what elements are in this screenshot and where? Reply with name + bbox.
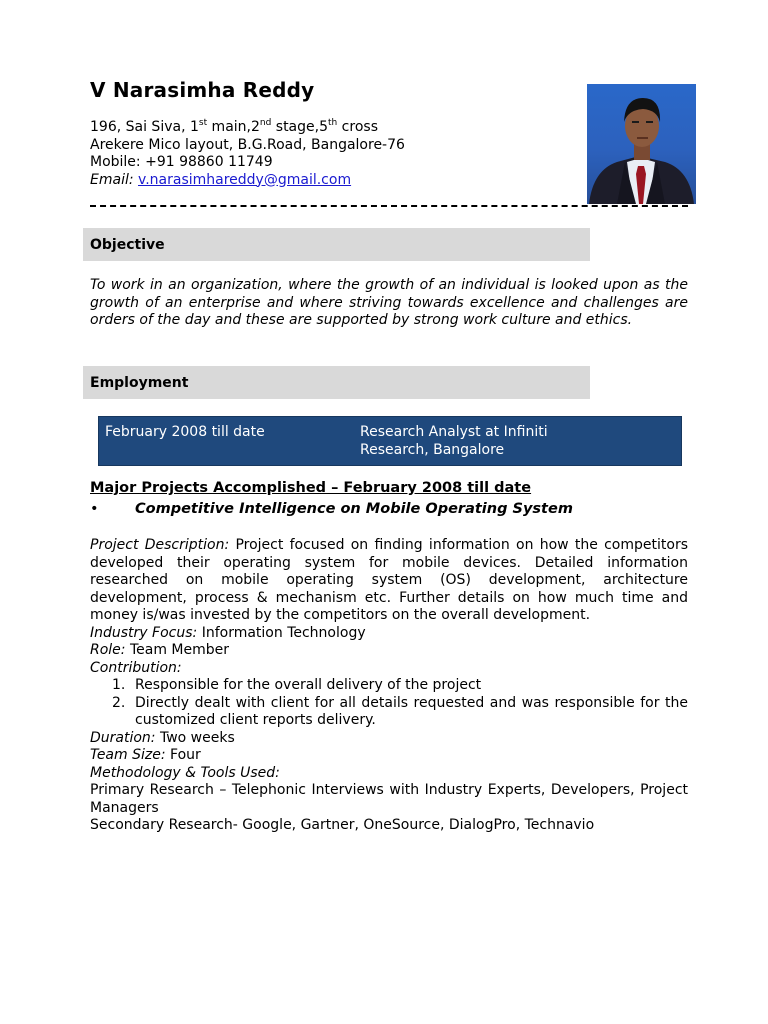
email-label: Email: bbox=[90, 171, 134, 188]
contribution-label: Contribution: bbox=[90, 659, 182, 676]
primary-research: Primary Research – Telephonic Interviews with Industry Experts, Developers, Project Managers bbox=[90, 782, 688, 816]
methodology-label: Methodology & Tools Used: bbox=[90, 764, 280, 781]
employment-role: Research Analyst at Infiniti Research, Bangalore bbox=[360, 424, 548, 458]
projects-heading: Major Projects Accomplished – February 2008 till date bbox=[90, 480, 532, 496]
objective-text: To work in an organization, where the growth of an individual is looked upon as the growth of an enterprise and where striving towards excellence and challenges are orders of the day and these are supported by strong work culture and ethics. bbox=[90, 277, 688, 328]
email-row bbox=[90, 172, 560, 190]
employment-entry bbox=[98, 416, 682, 466]
person-photo-icon bbox=[587, 84, 696, 204]
project-description: Project Description: Project focused on finding information on how the competitors developed their operating system for mobile devices. Detailed information researched on mobile operating system (OS) development, architecture development, process & mechanism etc. Further details on how much time and money is/was invested by the competitors on the overall development. bbox=[90, 537, 688, 623]
employment-heading: Employment bbox=[83, 366, 590, 399]
employment-period: February 2008 till date bbox=[105, 424, 265, 440]
duration: Duration: Two weeks bbox=[90, 729, 235, 746]
bullet-icon: • bbox=[90, 501, 99, 517]
team-size: Team Size: Four bbox=[90, 747, 201, 763]
address-line-2: Arekere Mico layout, B.G.Road, Bangalore-76 bbox=[90, 136, 405, 153]
objective-heading: Objective bbox=[83, 228, 590, 261]
address-line-1: 196, Sai Siva, 1st main,2nd stage,5th cross bbox=[90, 118, 378, 135]
project-details bbox=[90, 537, 688, 835]
secondary-research: Secondary Research- Google, Gartner, OneSource, DialogPro, Technavio bbox=[90, 817, 595, 833]
profile-photo bbox=[587, 84, 696, 204]
industry-focus: Industry Focus: Information Technology bbox=[90, 624, 366, 641]
project-title: Competitive Intelligence on Mobile Operating System bbox=[135, 501, 573, 517]
contact-block bbox=[90, 119, 560, 189]
candidate-name: V Narasimha Reddy bbox=[90, 78, 315, 102]
project-role: Role: Team Member bbox=[90, 642, 230, 658]
contribution-list bbox=[90, 677, 688, 730]
email-link[interactable]: v.narasimhareddy@gmail.com bbox=[138, 171, 352, 188]
list-item: 2. Directly dealt with client for all details requested and was responsible for the customized client reports delivery. bbox=[112, 694, 688, 728]
list-item: 1. Responsible for the overall delivery of the project bbox=[112, 677, 482, 693]
header-divider bbox=[90, 205, 688, 207]
mobile-number: Mobile: +91 98860 11749 bbox=[90, 154, 273, 170]
